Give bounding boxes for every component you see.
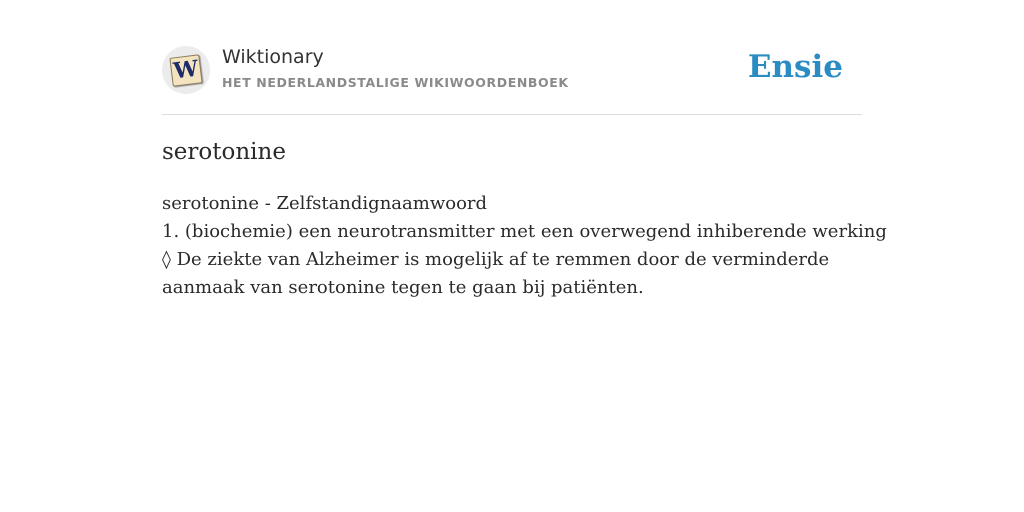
site-subtitle: HET NEDERLANDSTALIGE WIKIWOORDENBOEK [222,75,569,90]
logo-tile-icon: W [169,54,202,86]
site-header [162,44,862,115]
example-sentence: ◊ De ziekte van Alzheimer is mogelijk af te remmen door de verminderde aanmaak van serotonine tegen te gaan bij patiënten. [162,249,830,298]
wiktionary-logo[interactable] [162,46,210,94]
ensie-brand-link[interactable]: Ensie [747,49,843,85]
part-of-speech-line: serotonine - Zelfstandignaamwoord [162,193,488,214]
site-title[interactable]: Wiktionary [222,46,324,68]
entry-content [162,136,887,302]
definition-block [162,190,887,302]
entry-title: serotonine [162,139,286,165]
sense-line: 1. (biochemie) een neurotransmitter met een overwegend inhiberende werking [162,221,887,242]
